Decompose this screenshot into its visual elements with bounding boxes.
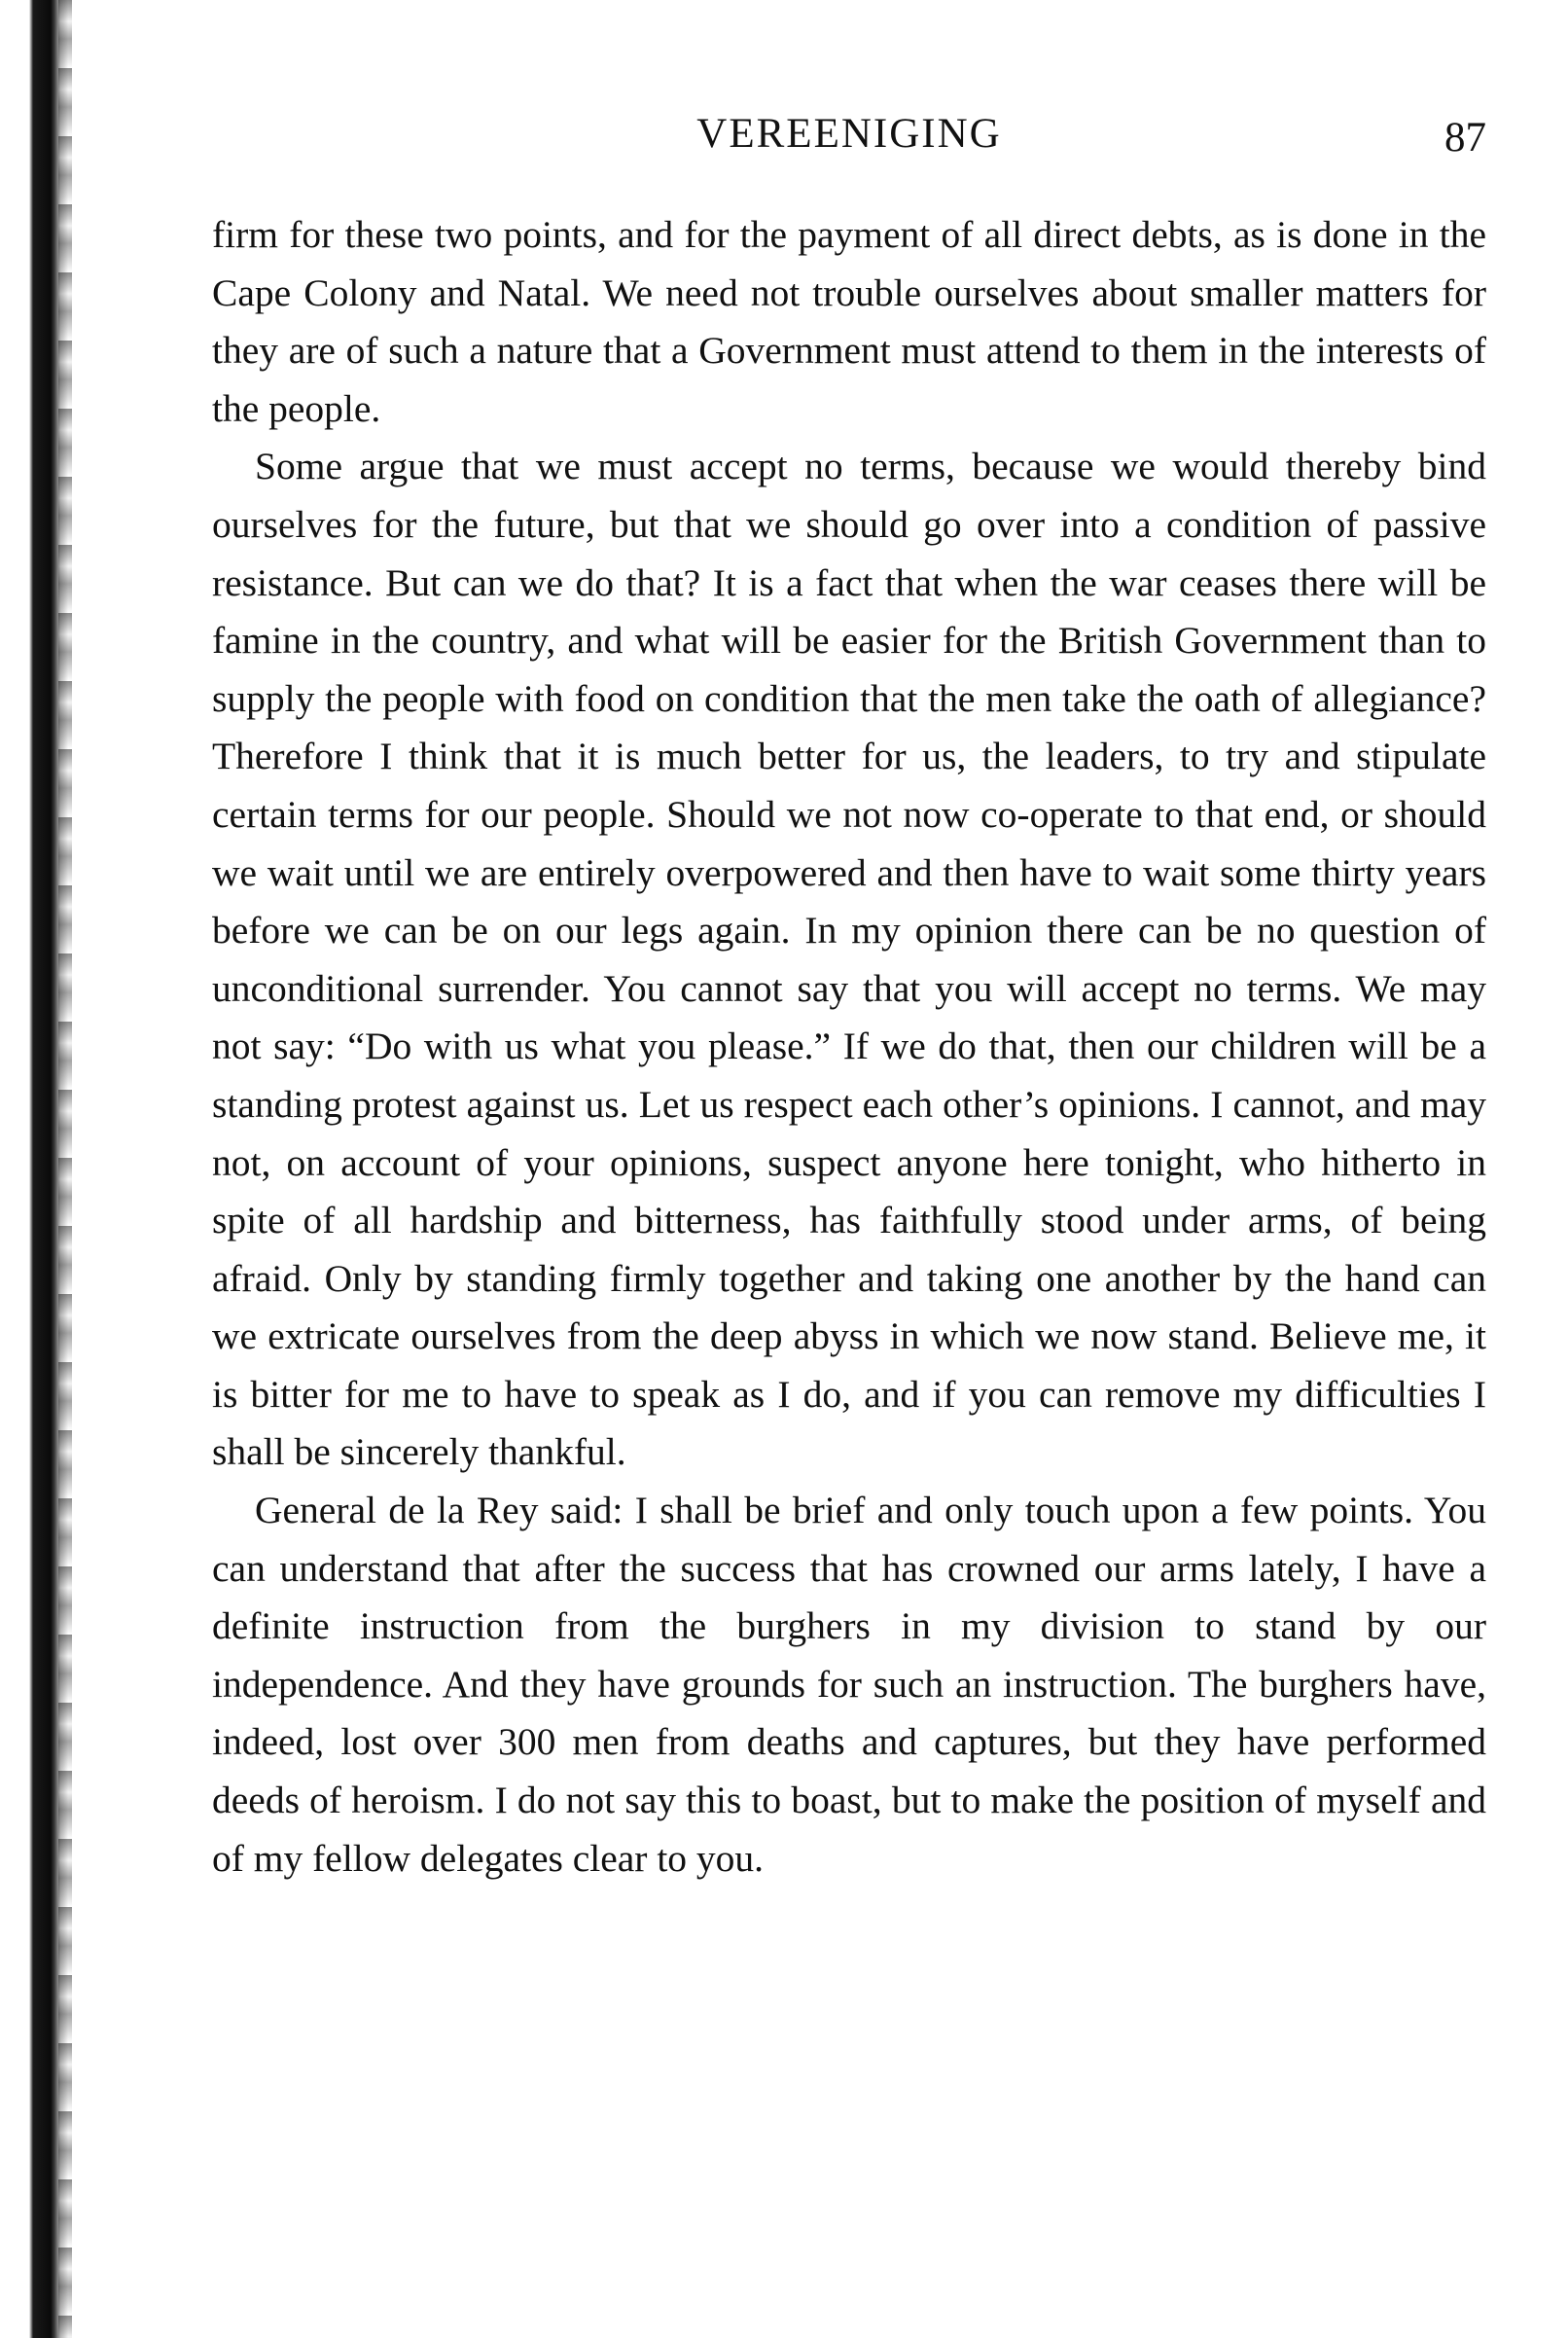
paragraph: Some argue that we must accept no terms, because we would thereby bind ourselves for the future, but that we should go over into a condition of passive resistance. But can we do that? It is a fact that when the war ceases there will be famine in the country, and what will be easier for the British Government than to supply the people with food on condition that the men take the oath of allegiance? Therefore I think that it is much better for us, the leaders, to try and stipulate certain terms for our people. Should we not now co-operate to that end, or should we wait until we are entirely overpowered and then have to wait some thirty years before we can be on our legs again. In my opinion there can be no question of unconditional surrender. You cannot say that you will accept no terms. We may not say: “Do with us what you please.” If we do that, then our children will be a standing protest against us. Let us respect each other’s opinions. I cannot, and may not, on account of your opinions, suspect anyone here tonight, who hitherto in spite of all hardship and bitterness, has faithfully stood under arms, of being afraid. Only by standing firmly together and taking one another by the hand can we extricate ourselves from the deep abyss in which we now stand. Believe me, it is bitter for me to have to speak as I do, and if you can remove my difficulties I shall be sincerely thankful. xyxy=(212,445,1486,1474)
running-head xyxy=(212,105,1486,163)
running-title: VEREENIGING xyxy=(696,111,1002,157)
binding-edge xyxy=(0,0,92,2338)
paragraph-continued: firm for these two points, and for the payment of all direct debts, as is done in the Cape Colony and Natal. We need not trouble ourselves about smaller matters for they are of such a nature that a Government must attend to them in the interests of the people. xyxy=(212,213,1486,430)
page-number: 87 xyxy=(1444,115,1486,161)
paragraph: General de la Rey said: I shall be brief and only touch upon a few points. You can understand that after the success that has crowned our arms lately, I have a definite instruction from the burghers in my division to stand by our independence. And they have grounds for such an instruction. The burghers have, indeed, lost over 300 men from deaths and captures, but they have performed deeds of heroism. I do not say this to boast, but to make the position of myself and of my fellow delegates clear to you. xyxy=(212,1489,1486,1880)
body-text xyxy=(212,206,1486,1888)
